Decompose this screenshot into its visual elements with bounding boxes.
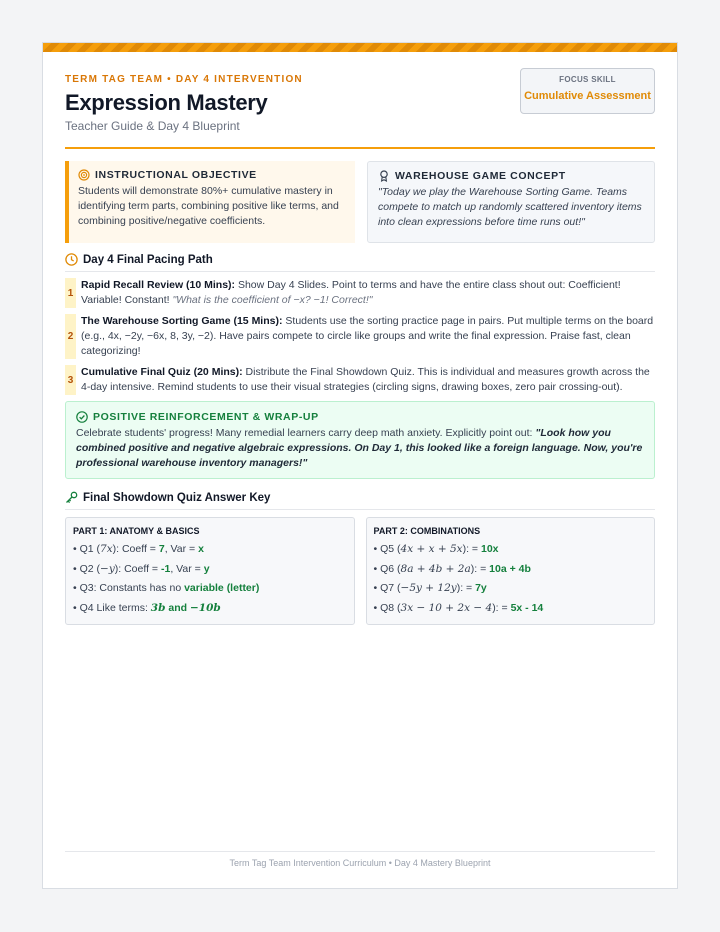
step-text: Distribute the Final Showdown Quiz. This is individual and measures growth across the 4-day intensive. Remind students to use their visual strategies (circling signs, drawing boxes, zero pair crossing-out). [81, 366, 650, 393]
objective-heading: INSTRUCTIONAL OBJECTIVE [95, 169, 257, 181]
part2-heading: PART 2: COMBINATIONS [373, 526, 481, 536]
answer-key-heading [65, 491, 655, 510]
part1-heading: PART 1: ANATOMY & BASICS [73, 526, 200, 536]
list-item: • Q6 (8a + 4b + 2a): = 10a + 4b [373, 562, 531, 575]
answer-key-part2 [366, 517, 656, 625]
focus-skill-badge [520, 68, 655, 114]
lesson-page [42, 42, 678, 889]
pacing-heading-text: Day 4 Final Pacing Path [83, 253, 213, 266]
list-item: • Q4 Like terms: 3b and −10b [73, 601, 221, 614]
answer-key-part1 [65, 517, 355, 625]
wrapup-text: Celebrate students' progress! Many remedial learners carry deep math anxiety. Explicitly point out: [76, 427, 536, 439]
focus-skill-value: Cumulative Assessment [524, 90, 651, 102]
list-item: • Q3: Constants has no variable (letter) [73, 582, 260, 594]
page-header [65, 52, 655, 149]
eyebrow: TERM TAG TEAM • DAY 4 INTERVENTION [65, 74, 303, 85]
step-number: 3 [65, 365, 76, 395]
reinforcement-wrapup [65, 401, 655, 479]
list-item: • Q2 (−y): Coeff = -1, Var = y [73, 562, 210, 575]
answer-key-heading-text: Final Showdown Quiz Answer Key [83, 491, 271, 504]
pacing-step [65, 365, 655, 395]
step-text: Show Day 4 Slides. Point to terms and have the entire class shout out: Coefficient! Variable! Constant! [81, 279, 621, 306]
list-item: • Q8 (3x − 10 + 2x − 4): = 5x - 14 [373, 601, 544, 614]
wrapup-quote: "Look how you combined positive and negative algebraic expressions. On Day 1, this looked like a foreign language. Now, you're professional warehouse inventory managers!" [76, 427, 643, 469]
concept-body: "Today we play the Warehouse Sorting Game. Teams compete to match up randomly scattered inventory items into clean expressions before time runs out!" [378, 186, 642, 228]
check-circle-icon [76, 411, 88, 423]
pacing-path-heading [65, 253, 655, 272]
concept-heading: WAREHOUSE GAME CONCEPT [395, 170, 566, 182]
step-title: Rapid Recall Review (10 Mins): [81, 279, 236, 291]
step-quote: "What is the coefficient of −x? −1! Correct!" [172, 294, 373, 306]
list-item: • Q1 (7x): Coeff = 7, Var = x [73, 543, 204, 555]
instructional-objective [65, 161, 355, 243]
wrapup-heading: POSITIVE REINFORCEMENT & WRAP-UP [93, 411, 319, 423]
pacing-steps [65, 278, 655, 395]
trophy-icon [378, 170, 390, 182]
focus-skill-label: FOCUS SKILL [559, 75, 616, 84]
step-number: 2 [65, 314, 76, 359]
step-title: The Warehouse Sorting Game (15 Mins): [81, 315, 283, 327]
list-item: • Q7 (−5y + 12y): = 7y [373, 582, 487, 594]
target-icon [78, 169, 90, 181]
objective-body: Students will demonstrate 80%+ cumulative mastery in identifying term parts, combining positive like terms, and combining positive/negative coefficients. [78, 185, 339, 227]
list-item: • Q5 (4x + x + 5x): = 10x [373, 543, 499, 555]
warehouse-game-concept [367, 161, 655, 243]
page-footer: Term Tag Team Intervention Curriculum • Day 4 Mastery Blueprint [65, 851, 655, 868]
page-title: Expression Mastery [65, 90, 268, 115]
clock-icon [65, 253, 78, 266]
caution-stripe [43, 43, 677, 52]
key-icon [65, 491, 78, 504]
page-subtitle: Teacher Guide & Day 4 Blueprint [65, 119, 240, 133]
pacing-step [65, 314, 655, 359]
pacing-step [65, 278, 655, 308]
step-text: Students use the sorting practice page in pairs. Put multiple terms on the board (e.g., 4x, −2y, −6x, 8, 3y, −2). Have pairs compete to circle like groups and write the final expression. Praise fast, clean categorizing! [81, 315, 654, 357]
step-title: Cumulative Final Quiz (20 Mins): [81, 366, 243, 378]
step-number: 1 [65, 278, 76, 308]
